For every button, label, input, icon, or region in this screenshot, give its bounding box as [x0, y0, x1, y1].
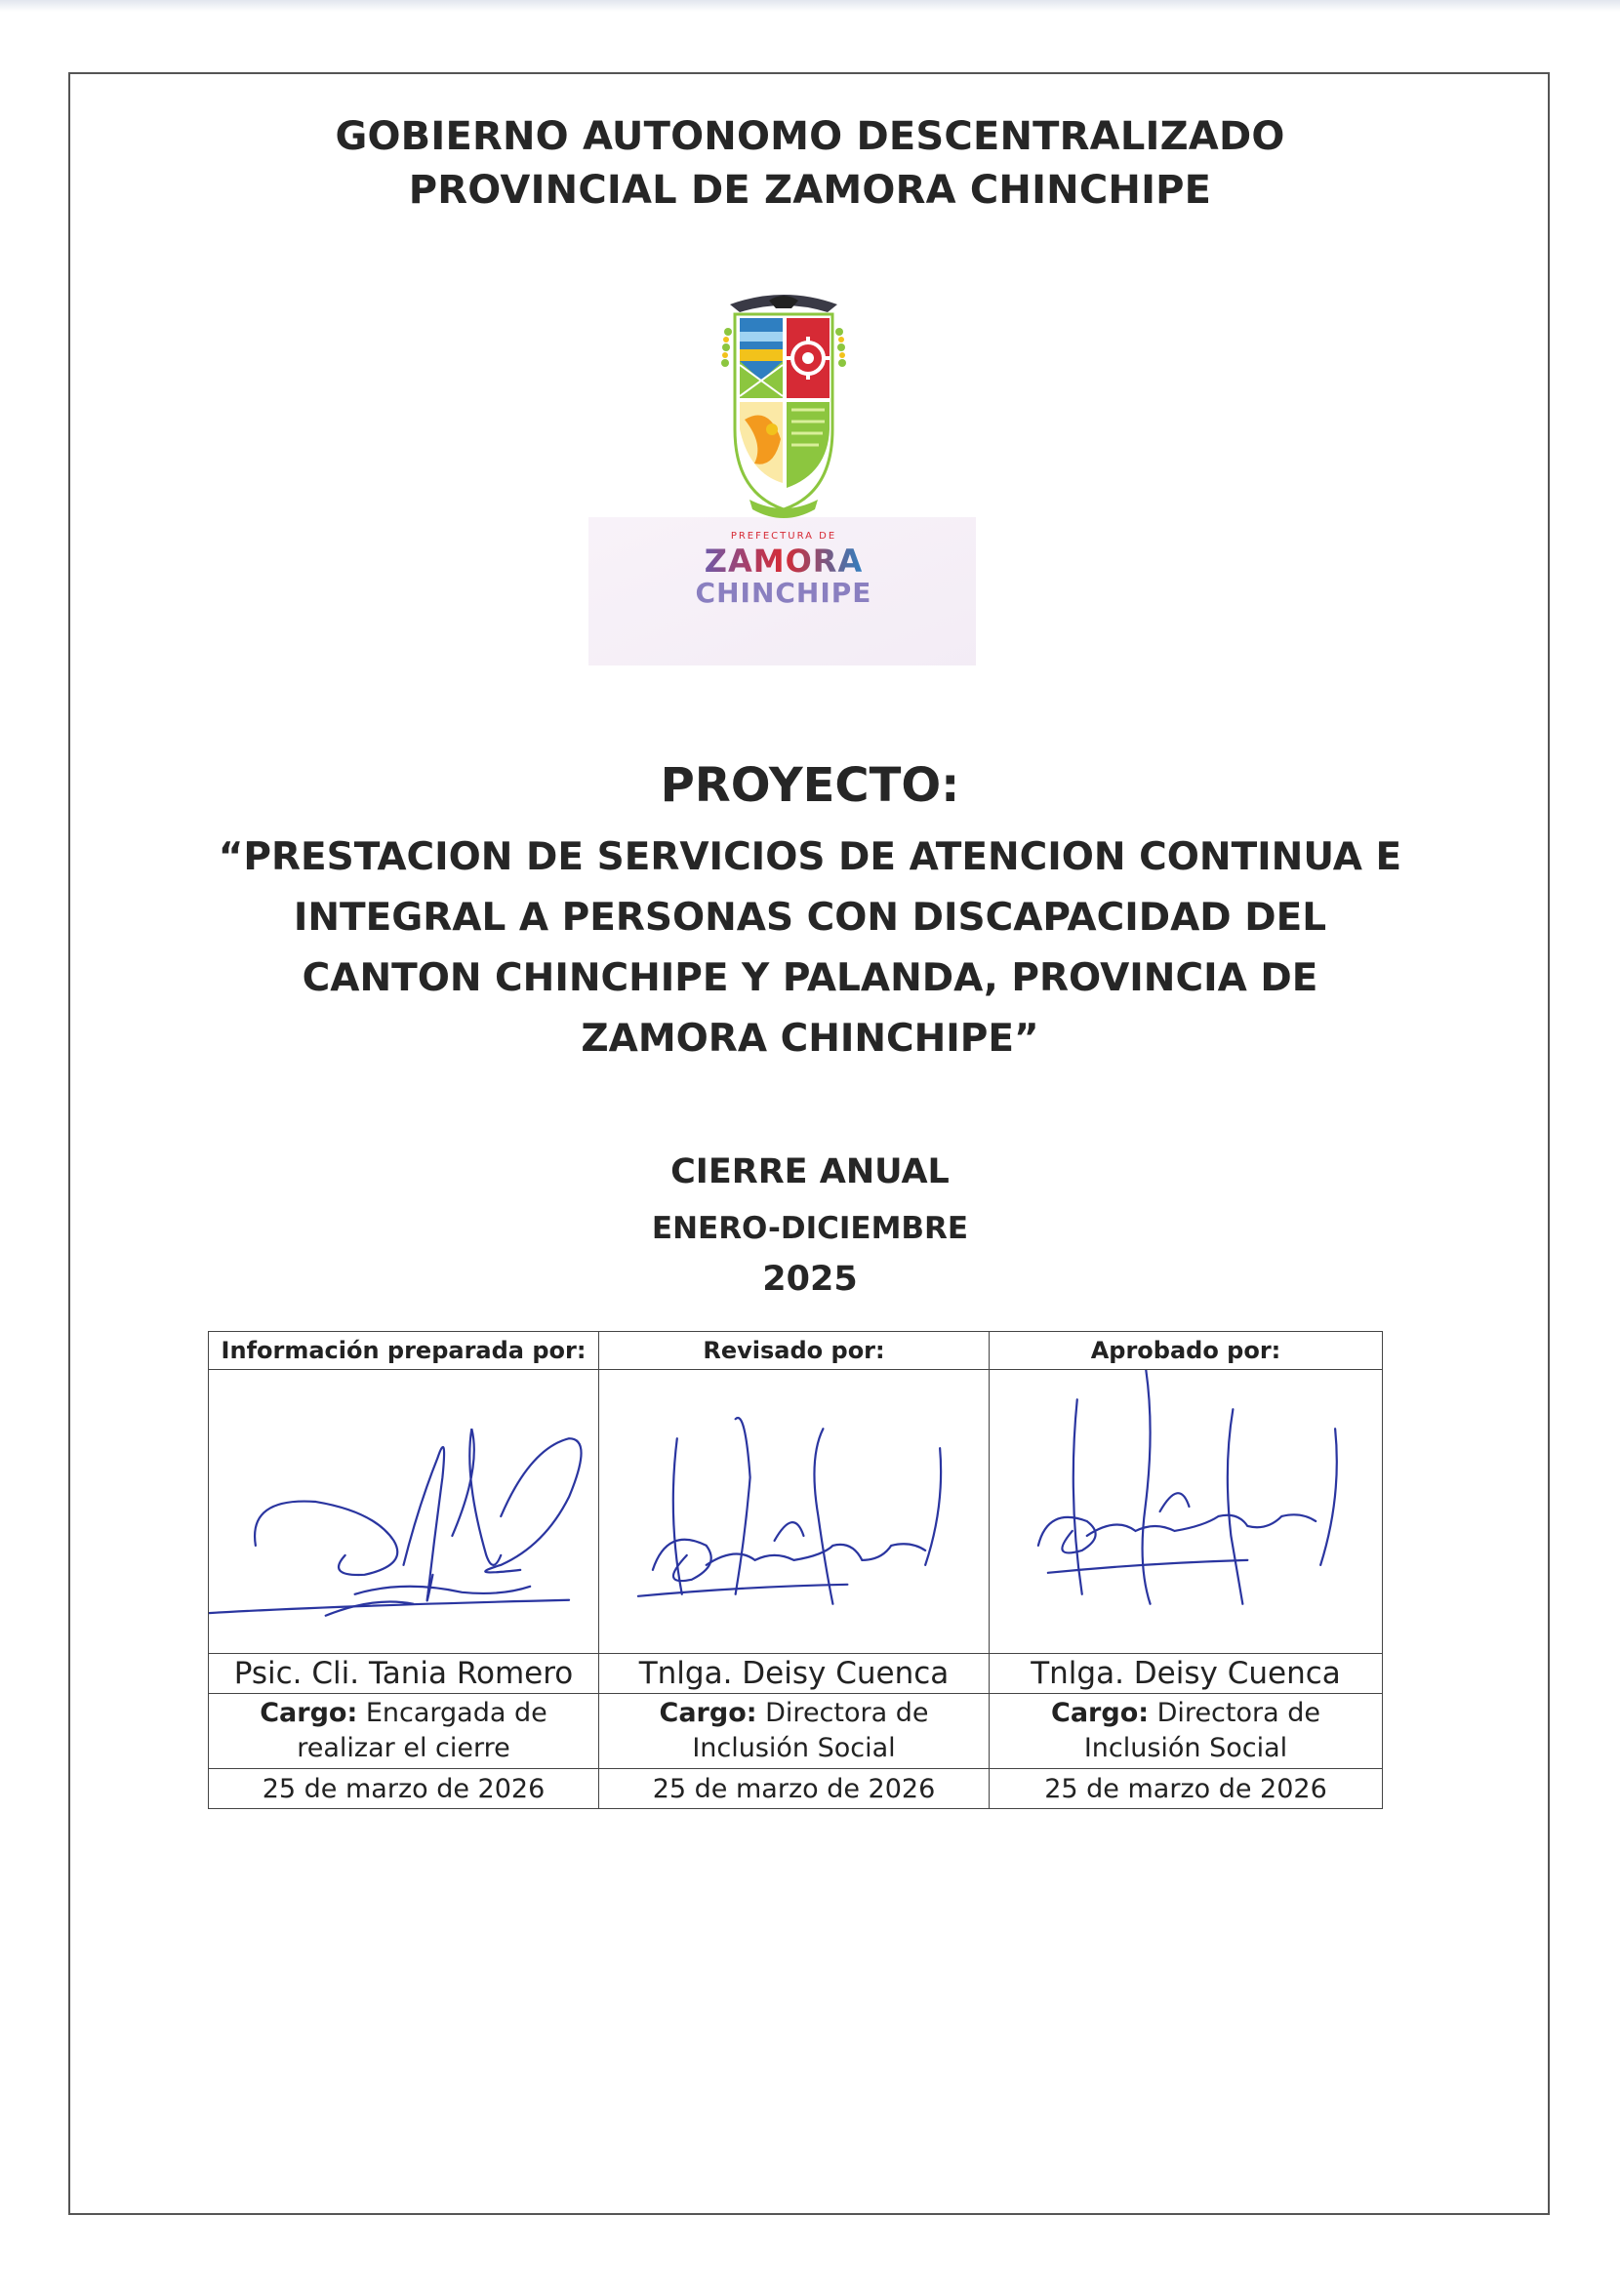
header-reviewed-by: Revisado por:	[599, 1332, 990, 1370]
logo-caption-line1: ZAMORA	[704, 543, 864, 580]
header-approved-by: Aprobado por:	[990, 1332, 1383, 1370]
role-label: Cargo:	[260, 1698, 358, 1728]
signer-role-row	[209, 1694, 1383, 1769]
signer-role-approved	[990, 1694, 1383, 1769]
signature-table-header-row	[209, 1332, 1383, 1370]
project-label: PROYECTO:	[660, 758, 960, 813]
signer-name-prepared: Psic. Cli. Tania Romero	[209, 1654, 599, 1694]
organization-title-line2: PROVINCIAL DE ZAMORA CHINCHIPE	[408, 168, 1212, 213]
report-type: CIERRE ANUAL	[670, 1152, 950, 1191]
signer-role-prepared	[209, 1694, 599, 1769]
signature-cell-prepared	[209, 1370, 599, 1654]
role-line1: Directora de	[765, 1698, 929, 1728]
handwritten-signature-icon	[599, 1370, 989, 1653]
handwritten-signature-icon	[990, 1370, 1382, 1653]
logo-caption-small: PREFECTURA DE	[730, 531, 837, 542]
signature-cell-approved	[990, 1370, 1383, 1654]
role-line2: realizar el cierre	[297, 1733, 510, 1763]
signer-name-row	[209, 1654, 1383, 1694]
header-prepared-by: Información preparada por:	[209, 1332, 599, 1370]
project-name-line1: “PRESTACION DE SERVICIOS DE ATENCION CONTINUA E	[218, 835, 1402, 879]
signature-cell-reviewed	[599, 1370, 990, 1654]
signature-date-approved: 25 de marzo de 2026	[990, 1769, 1383, 1809]
logo-caption-line2: CHINCHIPE	[695, 577, 872, 609]
project-name-line3: CANTON CHINCHIPE Y PALANDA, PROVINCIA DE	[302, 956, 1318, 1000]
project-name-line2: INTEGRAL A PERSONAS CON DISCAPACIDAD DEL	[293, 896, 1327, 940]
signer-role-reviewed	[599, 1694, 990, 1769]
project-name	[98, 827, 1522, 1069]
signature-date-reviewed: 25 de marzo de 2026	[599, 1769, 990, 1809]
report-year: 2025	[762, 1260, 858, 1299]
scan-edge	[0, 0, 1620, 12]
provincial-logo	[588, 283, 976, 665]
role-line1: Directora de	[1156, 1698, 1320, 1728]
signer-name-approved: Tnlga. Deisy Cuenca	[990, 1654, 1383, 1694]
signer-name-reviewed: Tnlga. Deisy Cuenca	[599, 1654, 990, 1694]
handwritten-signature-icon	[209, 1370, 598, 1653]
organization-title	[98, 110, 1522, 218]
coat-of-arms-icon	[588, 283, 976, 665]
signature-date-row	[209, 1769, 1383, 1809]
role-label: Cargo:	[1051, 1698, 1150, 1728]
project-name-line4: ZAMORA CHINCHIPE”	[581, 1017, 1039, 1061]
role-line2: Inclusión Social	[692, 1733, 896, 1763]
role-line1: Encargada de	[365, 1698, 547, 1728]
signature-row	[209, 1370, 1383, 1654]
signature-table	[208, 1331, 1383, 1809]
role-label: Cargo:	[659, 1698, 757, 1728]
report-period: ENERO-DICIEMBRE	[651, 1211, 969, 1246]
role-line2: Inclusión Social	[1083, 1733, 1288, 1763]
organization-title-line1: GOBIERNO AUTONOMO DESCENTRALIZADO	[335, 114, 1285, 159]
signature-date-prepared: 25 de marzo de 2026	[209, 1769, 599, 1809]
